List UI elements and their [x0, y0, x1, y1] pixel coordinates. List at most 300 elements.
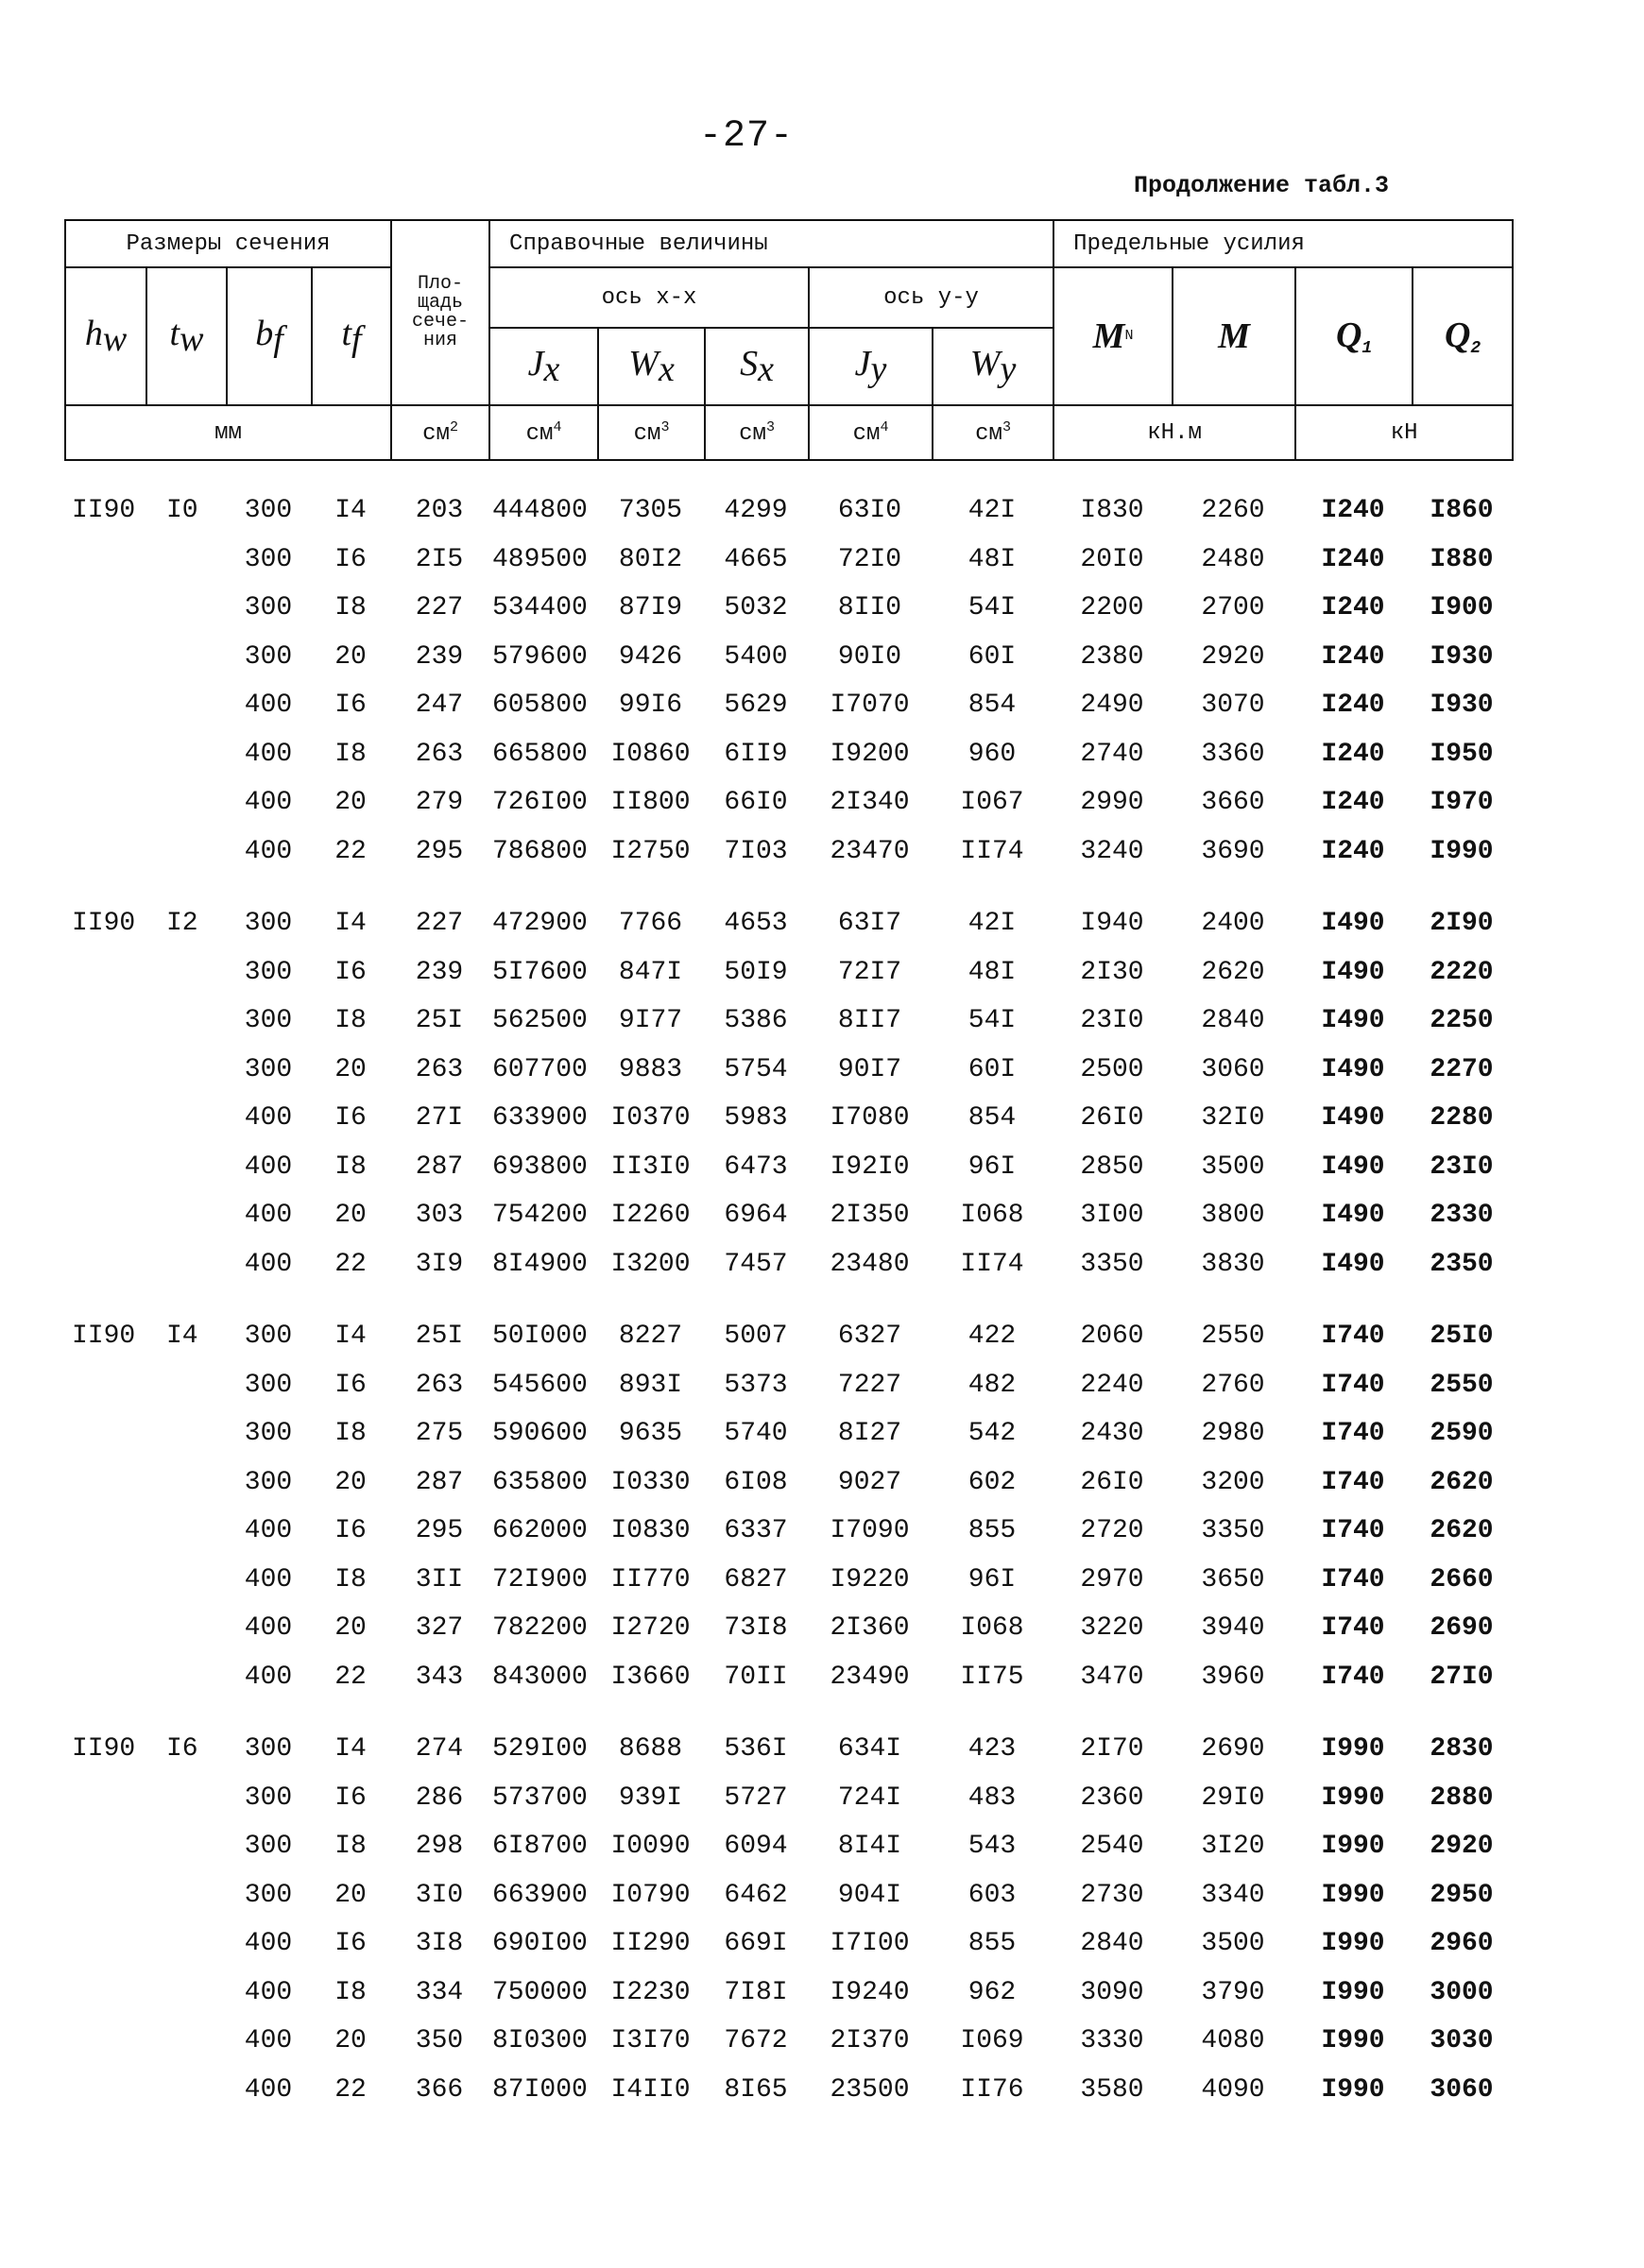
cell-m: 2620 — [1201, 957, 1265, 987]
cell-jx: 605800 — [492, 691, 588, 721]
cell-sx: 536I — [724, 1734, 788, 1765]
table-row — [64, 1507, 1512, 1556]
cell-mn: 3350 — [1080, 1249, 1144, 1279]
cell-jy: 8I27 — [837, 1419, 902, 1449]
cell-area: 3II — [415, 1564, 464, 1594]
table-row — [64, 1312, 1512, 1361]
cell-q2: 2660 — [1430, 1564, 1494, 1594]
cell-mn: 2850 — [1080, 1151, 1144, 1182]
cell-q2: 3060 — [1430, 2074, 1494, 2105]
cell-m: 3060 — [1201, 1054, 1265, 1084]
cell-area: 3I8 — [415, 1929, 464, 1959]
cell-wx: 87I9 — [618, 593, 683, 623]
cell-m: 2260 — [1201, 496, 1265, 526]
cell-q2: 27I0 — [1430, 1662, 1494, 1692]
cell-q2: 2590 — [1430, 1419, 1494, 1449]
cell-hw — [64, 2066, 146, 2115]
table-continuation-label: Продолжение табл.3 — [1134, 172, 1390, 199]
cell-area: 263 — [415, 1370, 464, 1400]
cell-sx: 5983 — [724, 1103, 788, 1134]
cell-bf: 400 — [244, 739, 293, 769]
cell-tw — [146, 730, 226, 779]
cell-hw — [64, 1604, 146, 1653]
cell-bf: 300 — [244, 641, 293, 672]
cell-q2: 3000 — [1430, 1977, 1494, 2007]
table-row — [64, 1046, 1512, 1095]
cell-area: 298 — [415, 1832, 464, 1862]
cell-wy: 54I — [968, 1006, 1017, 1036]
cell-q2: 2550 — [1430, 1370, 1494, 1400]
cell-area: 263 — [415, 739, 464, 769]
cell-m: 2980 — [1201, 1419, 1265, 1449]
header-reference: Справочные величины — [489, 220, 1053, 267]
cell-tf: I4 — [334, 909, 367, 939]
table-row — [64, 1191, 1512, 1240]
unit-sx: $см^3$ — [705, 405, 809, 460]
cell-sx: 50I9 — [724, 957, 788, 987]
cell-jy: I9240 — [830, 1977, 910, 2007]
cell-area: 27I — [415, 1103, 464, 1134]
cell-jx: 8I4900 — [492, 1249, 588, 1279]
cell-mn: I830 — [1080, 496, 1144, 526]
unit-wy: $см^3$ — [933, 405, 1053, 460]
cell-tf: I6 — [334, 1516, 367, 1546]
cell-q1: I490 — [1321, 1249, 1385, 1279]
cell-jy: 23470 — [830, 836, 910, 866]
cell-q1: I240 — [1321, 691, 1385, 721]
cell-bf: 400 — [244, 836, 293, 866]
cell-wy: I067 — [960, 788, 1024, 818]
cell-q2: 2270 — [1430, 1054, 1494, 1084]
cell-mn: 3330 — [1080, 2026, 1144, 2056]
cell-wy: 60I — [968, 641, 1017, 672]
cell-m: 2840 — [1201, 1006, 1265, 1036]
header-wy: $W_y$ — [933, 328, 1053, 405]
header-area — [391, 220, 489, 405]
cell-wy: 960 — [968, 739, 1017, 769]
cell-bf: 300 — [244, 1880, 293, 1910]
cell-wy: 542 — [968, 1419, 1017, 1449]
cell-mn: 2840 — [1080, 1929, 1144, 1959]
cell-area: 295 — [415, 836, 464, 866]
cell-tw — [146, 584, 226, 633]
cell-tf: I8 — [334, 1151, 367, 1182]
header-wx: $W_x$ — [598, 328, 705, 405]
cell-tw — [146, 778, 226, 827]
cell-jx: 665800 — [492, 739, 588, 769]
cell-bf: 300 — [244, 544, 293, 574]
cell-sx: 5400 — [724, 641, 788, 672]
cell-jx: 750000 — [492, 1977, 588, 2007]
cell-mn: I940 — [1080, 909, 1144, 939]
cell-sx: 6094 — [724, 1832, 788, 1862]
cell-hw — [64, 1969, 146, 2018]
cell-m: 3800 — [1201, 1201, 1265, 1231]
cell-area: 227 — [415, 593, 464, 623]
cell-tw — [146, 997, 226, 1046]
header-mn: $M^N$ — [1053, 267, 1173, 405]
cell-mn: 3240 — [1080, 836, 1144, 866]
cell-wx: I0830 — [610, 1516, 691, 1546]
cell-jy: I7090 — [830, 1516, 910, 1546]
cell-q1: I990 — [1321, 2074, 1385, 2105]
cell-tf: I6 — [334, 1929, 367, 1959]
cell-wy: 96I — [968, 1151, 1017, 1182]
cell-tw: I6 — [166, 1734, 198, 1765]
cell-hw — [64, 827, 146, 877]
cell-tf: 20 — [334, 1054, 367, 1084]
cell-q1: I490 — [1321, 1151, 1385, 1182]
cell-area: 203 — [415, 496, 464, 526]
cell-wy: 854 — [968, 1103, 1017, 1134]
cell-jy: 904I — [837, 1880, 902, 1910]
cell-tf: 20 — [334, 1613, 367, 1644]
cell-tf: 20 — [334, 788, 367, 818]
cell-q2: 2350 — [1430, 1249, 1494, 1279]
cell-sx: 5629 — [724, 691, 788, 721]
cell-jy: I9220 — [830, 1564, 910, 1594]
cell-hw: II90 — [72, 1734, 136, 1765]
cell-m: 32I0 — [1201, 1103, 1265, 1134]
cell-m: 4090 — [1201, 2074, 1265, 2105]
cell-area: 334 — [415, 1977, 464, 2007]
cell-m: 3200 — [1201, 1467, 1265, 1497]
cell-tf: 20 — [334, 1467, 367, 1497]
cell-wy: 855 — [968, 1516, 1017, 1546]
cell-bf: 400 — [244, 1564, 293, 1594]
cell-tf: 20 — [334, 1880, 367, 1910]
cell-hw — [64, 1871, 146, 1920]
cell-mn: 2360 — [1080, 1782, 1144, 1813]
cell-bf: 400 — [244, 1151, 293, 1182]
cell-tf: I8 — [334, 1564, 367, 1594]
cell-q1: I740 — [1321, 1662, 1385, 1692]
cell-tf: I6 — [334, 1103, 367, 1134]
table-row — [64, 1094, 1512, 1143]
cell-area: 275 — [415, 1419, 464, 1449]
cell-wy: 42I — [968, 496, 1017, 526]
table-row — [64, 633, 1512, 682]
table-row — [64, 1919, 1512, 1969]
cell-jx: 529I00 — [492, 1734, 588, 1765]
cell-wx: II3I0 — [610, 1151, 691, 1182]
table-row — [64, 997, 1512, 1046]
cell-wx: I0330 — [610, 1467, 691, 1497]
cell-q1: I490 — [1321, 1103, 1385, 1134]
cell-wx: I0790 — [610, 1880, 691, 1910]
cell-sx: 5373 — [724, 1370, 788, 1400]
cell-hw — [64, 2017, 146, 2066]
cell-jx: 6I8700 — [492, 1832, 588, 1862]
cell-wy: 42I — [968, 909, 1017, 939]
cell-q2: 2250 — [1430, 1006, 1494, 1036]
cell-q1: I990 — [1321, 1734, 1385, 1765]
cell-bf: 300 — [244, 1832, 293, 1862]
cell-q2: 2880 — [1430, 1782, 1494, 1813]
table-row — [64, 1822, 1512, 1871]
cell-sx: 6473 — [724, 1151, 788, 1182]
cell-tw — [146, 1094, 226, 1143]
cell-tw — [146, 1191, 226, 1240]
cell-tw — [146, 948, 226, 998]
cell-wy: 48I — [968, 544, 1017, 574]
cell-area: 366 — [415, 2074, 464, 2105]
cell-tf: 20 — [334, 1201, 367, 1231]
cell-m: 2550 — [1201, 1322, 1265, 1352]
cell-wy: 483 — [968, 1782, 1017, 1813]
cell-m: 2690 — [1201, 1734, 1265, 1765]
cell-tw: I4 — [166, 1322, 198, 1352]
cell-bf: 300 — [244, 1734, 293, 1765]
cell-bf: 400 — [244, 1201, 293, 1231]
cell-q1: I990 — [1321, 2026, 1385, 2056]
cell-tf: I6 — [334, 544, 367, 574]
cell-tw — [146, 1871, 226, 1920]
header-tw: $t_w$ — [146, 267, 227, 405]
cell-tf: 22 — [334, 1249, 367, 1279]
cell-q2: 2220 — [1430, 957, 1494, 987]
cell-jy: 8II0 — [837, 593, 902, 623]
cell-m: 3960 — [1201, 1662, 1265, 1692]
table-row — [64, 899, 1512, 948]
cell-tw — [146, 1822, 226, 1871]
cell-jy: 2I350 — [830, 1201, 910, 1231]
table-row — [64, 2017, 1512, 2066]
cell-q2: 2830 — [1430, 1734, 1494, 1765]
cell-m: 3940 — [1201, 1613, 1265, 1644]
cell-sx: 6827 — [724, 1564, 788, 1594]
cell-q1: I240 — [1321, 544, 1385, 574]
cell-q2: I990 — [1430, 836, 1494, 866]
header-jy: $J_y$ — [809, 328, 933, 405]
cell-mn: 3I00 — [1080, 1201, 1144, 1231]
cell-wy: II74 — [960, 836, 1024, 866]
cell-tf: 20 — [334, 2026, 367, 2056]
cell-jx: 754200 — [492, 1201, 588, 1231]
cell-area: 239 — [415, 641, 464, 672]
cell-sx: 5740 — [724, 1419, 788, 1449]
cell-tw — [146, 1507, 226, 1556]
cell-jy: 90I7 — [837, 1054, 902, 1084]
group-spacer-cell — [64, 1701, 1512, 1725]
unit-wx: $см^3$ — [598, 405, 705, 460]
cell-m: 3690 — [1201, 836, 1265, 866]
cell-wx: 9I77 — [618, 1006, 683, 1036]
table-row — [64, 1409, 1512, 1458]
cell-wy: 603 — [968, 1880, 1017, 1910]
table-row — [64, 1774, 1512, 1823]
cell-jx: 782200 — [492, 1613, 588, 1644]
table-row — [64, 486, 1512, 536]
cell-m: 2760 — [1201, 1370, 1265, 1400]
cell-hw — [64, 1046, 146, 1095]
unit-jx: $см^4$ — [489, 405, 598, 460]
cell-m: 3660 — [1201, 788, 1265, 818]
cell-bf: 300 — [244, 957, 293, 987]
cell-wy: 48I — [968, 957, 1017, 987]
cell-q2: I950 — [1430, 739, 1494, 769]
cell-q1: I740 — [1321, 1516, 1385, 1546]
cell-mn: 2540 — [1080, 1832, 1144, 1862]
cell-m: 4080 — [1201, 2026, 1265, 2056]
table-row — [64, 1143, 1512, 1192]
cell-m: 3790 — [1201, 1977, 1265, 2007]
table-header — [64, 219, 1514, 461]
cell-q1: I240 — [1321, 496, 1385, 526]
cell-mn: 23I0 — [1080, 1006, 1144, 1036]
cell-q1: I990 — [1321, 1977, 1385, 2007]
cell-wy: II74 — [960, 1249, 1024, 1279]
unit-knm: кН.м — [1053, 405, 1295, 460]
cell-sx: 4653 — [724, 909, 788, 939]
cell-jy: 23500 — [830, 2074, 910, 2105]
header-axis-x: ось x-x — [489, 267, 809, 328]
cell-hw — [64, 1409, 146, 1458]
cell-q2: I900 — [1430, 593, 1494, 623]
cell-q1: I740 — [1321, 1370, 1385, 1400]
cell-bf: 400 — [244, 1929, 293, 1959]
unit-area: $см^2$ — [391, 405, 489, 460]
cell-wx: I2230 — [610, 1977, 691, 2007]
cell-m: 2480 — [1201, 544, 1265, 574]
cell-jx: 545600 — [492, 1370, 588, 1400]
cell-tw — [146, 1409, 226, 1458]
header-sx: $S_x$ — [705, 328, 809, 405]
cell-sx: 5727 — [724, 1782, 788, 1813]
cell-wy: 855 — [968, 1929, 1017, 1959]
cell-q2: 2950 — [1430, 1880, 1494, 1910]
cell-bf: 400 — [244, 1613, 293, 1644]
cell-q2: 25I0 — [1430, 1322, 1494, 1352]
cell-q1: I740 — [1321, 1322, 1385, 1352]
cell-q1: I990 — [1321, 1929, 1385, 1959]
cell-bf: 300 — [244, 1054, 293, 1084]
cell-m: 3650 — [1201, 1564, 1265, 1594]
cell-wy: 543 — [968, 1832, 1017, 1862]
cell-q1: I490 — [1321, 1201, 1385, 1231]
cell-sx: 8I65 — [724, 2074, 788, 2105]
cell-wx: I2750 — [610, 836, 691, 866]
cell-tf: 22 — [334, 1662, 367, 1692]
cell-mn: 2490 — [1080, 691, 1144, 721]
cell-jx: 662000 — [492, 1516, 588, 1546]
cell-mn: 2430 — [1080, 1419, 1144, 1449]
cell-wx: 8688 — [618, 1734, 683, 1765]
cell-q2: 2690 — [1430, 1613, 1494, 1644]
cell-mn: 2200 — [1080, 593, 1144, 623]
cell-bf: 300 — [244, 1782, 293, 1813]
table-row — [64, 2066, 1512, 2115]
header-limit-forces: Предельные усилия — [1053, 220, 1513, 267]
cell-q2: 2920 — [1430, 1832, 1494, 1862]
cell-wy: 602 — [968, 1467, 1017, 1497]
unit-jy: $см^4$ — [809, 405, 933, 460]
cell-m: 3I20 — [1201, 1832, 1265, 1862]
cell-area: 327 — [415, 1613, 464, 1644]
cell-wy: I068 — [960, 1201, 1024, 1231]
cell-wy: I069 — [960, 2026, 1024, 2056]
cell-mn: 3220 — [1080, 1613, 1144, 1644]
cell-hw — [64, 1143, 146, 1192]
cell-tw — [146, 536, 226, 585]
cell-wx: 7766 — [618, 909, 683, 939]
cell-sx: 4299 — [724, 496, 788, 526]
cell-area: 239 — [415, 957, 464, 987]
cell-tf: 22 — [334, 836, 367, 866]
cell-tw — [146, 827, 226, 877]
cell-tf: I8 — [334, 1832, 367, 1862]
cell-sx: 73I8 — [724, 1613, 788, 1644]
cell-wx: 893I — [618, 1370, 683, 1400]
data-table-body — [64, 486, 1512, 2114]
cell-wx: II800 — [610, 788, 691, 818]
cell-q1: I240 — [1321, 739, 1385, 769]
cell-bf: 400 — [244, 2074, 293, 2105]
cell-jx: 5I7600 — [492, 957, 588, 987]
cell-wx: 7305 — [618, 496, 683, 526]
cell-bf: 400 — [244, 1662, 293, 1692]
cell-tf: I8 — [334, 739, 367, 769]
cell-q1: I990 — [1321, 1832, 1385, 1862]
cell-area: 303 — [415, 1201, 464, 1231]
cell-wy: 60I — [968, 1054, 1017, 1084]
cell-hw — [64, 997, 146, 1046]
cell-wx: II770 — [610, 1564, 691, 1594]
table-row — [64, 827, 1512, 877]
cell-jy: 8I4I — [837, 1832, 902, 1862]
cell-area: 295 — [415, 1516, 464, 1546]
cell-tf: I4 — [334, 1734, 367, 1765]
cell-m: 3360 — [1201, 739, 1265, 769]
cell-q2: I860 — [1430, 496, 1494, 526]
cell-wy: 482 — [968, 1370, 1017, 1400]
cell-jy: 90I0 — [837, 641, 902, 672]
cell-wy: 422 — [968, 1322, 1017, 1352]
cell-jx: 72I900 — [492, 1564, 588, 1594]
cell-hw — [64, 1774, 146, 1823]
cell-tf: I8 — [334, 1006, 367, 1036]
cell-area: 343 — [415, 1662, 464, 1692]
cell-wy: II75 — [960, 1662, 1024, 1692]
cell-jy: 7227 — [837, 1370, 902, 1400]
group-spacer-cell — [64, 876, 1512, 899]
cell-sx: 5007 — [724, 1322, 788, 1352]
cell-tf: I6 — [334, 691, 367, 721]
cell-mn: 2240 — [1080, 1370, 1144, 1400]
cell-jy: 2I370 — [830, 2026, 910, 2056]
cell-tf: I6 — [334, 1370, 367, 1400]
cell-mn: 2720 — [1080, 1516, 1144, 1546]
cell-sx: 669I — [724, 1929, 788, 1959]
cell-wx: I2720 — [610, 1613, 691, 1644]
cell-jx: 50I000 — [492, 1322, 588, 1352]
cell-jx: 590600 — [492, 1419, 588, 1449]
cell-q1: I490 — [1321, 957, 1385, 987]
cell-tw — [146, 1556, 226, 1605]
cell-hw — [64, 1919, 146, 1969]
header-bf: $b_f$ — [227, 267, 312, 405]
cell-jy: 9027 — [837, 1467, 902, 1497]
table-row — [64, 1556, 1512, 1605]
table-row — [64, 1240, 1512, 1289]
cell-jx: 633900 — [492, 1103, 588, 1134]
cell-area: 3I0 — [415, 1880, 464, 1910]
table-row — [64, 1361, 1512, 1410]
cell-mn: 2500 — [1080, 1054, 1144, 1084]
cell-bf: 300 — [244, 1006, 293, 1036]
cell-jy: I7I00 — [830, 1929, 910, 1959]
cell-bf: 400 — [244, 691, 293, 721]
